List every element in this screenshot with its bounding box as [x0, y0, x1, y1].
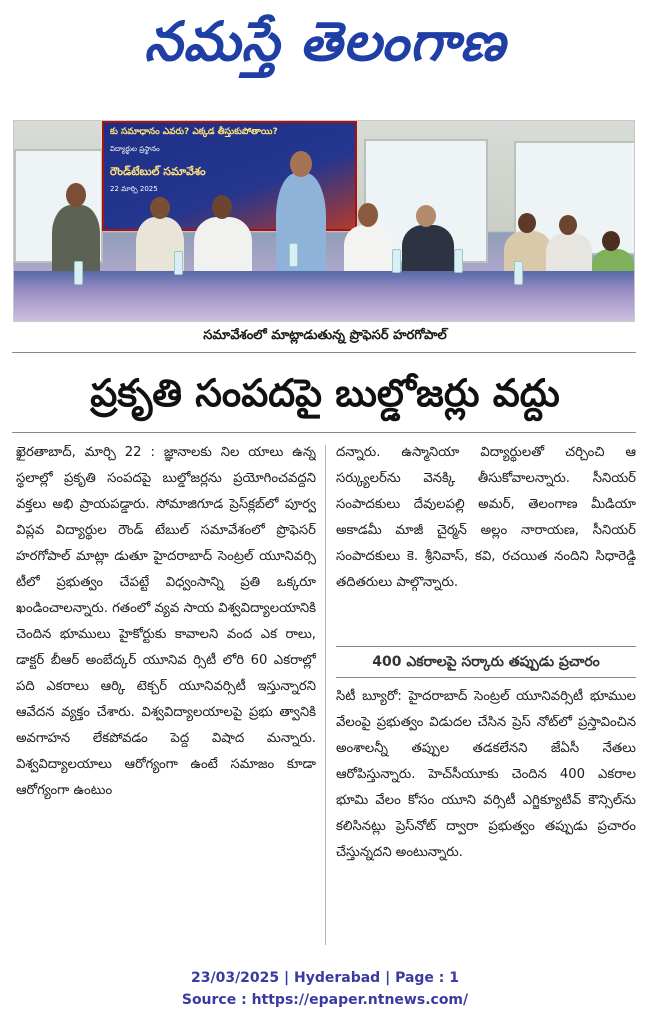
article-column-right — [336, 440, 636, 944]
article-body: సిటీ బ్యూరో: హైదరాబాద్ సెంట్రల్ యూనివర్సిటీ భూముల వేలంపై ప్రభుత్వం విడుదల చేసిన ప్రెస్ నోట్‌లో ప్రస్తావించిన అంశాలన్నీ తప్పుల తడకలేనని జేఏసీ నేతలు ఆరోపిస్తున్నారు. హెచ్‌సీయూకు చెందిన 400 ఎకరాల భూమి వేలం కోసం యూని వర్సిటీ ఎగ్జిక్యూటివ్ కౌన్సిల్‌ను కలిసినట్లు ప్రెస్‌నోట్ ద్వారా ప్రభుత్వం తప్పుడు ప్రచారం చేస్తున్నదని అంటున్నారు. — [336, 689, 636, 860]
banner-text: కు సమాధానం ఎవరు? ఎక్కడ తీస్తుకుపోతాయి? — [110, 127, 278, 137]
sub-headline: 400 ఎకరాలపై సర్కారు తప్పుడు ప్రచారం — [336, 646, 636, 678]
water-bottle — [289, 243, 298, 267]
standing-speaker — [276, 173, 326, 283]
news-photo — [13, 120, 635, 322]
speaker-head — [559, 215, 577, 235]
banner-text: 22 మార్చి 2025 — [110, 185, 158, 193]
article-body: ఖైరతాబాద్, మార్చి 22 : జ్ఞానాలకు నిల యాలు ఉన్న స్థలాల్లో ప్రకృతి సంపదపై బుల్డోజర్లను ప్రయోగించవద్దని వక్తలు అభి ప్రాయపడ్డారు. సోమాజిగూడ ప్రెస్‌క్లబ్‌లో పూర్వ విప్లవ విద్యార్థుల రౌండ్ టేబుల్ సమావేశంలో ప్రొఫెసర్ హరగోపాల్ మాట్లా డుతూ హైదరాబాద్ సెంట్రల్ యూనివర్సి టీలో ప్రభుత్వం చేపట్టే విధ్వంసాన్ని ప్రతి ఒక్కరూ ఖండించాలన్నారు. గతంలో వ్యవ సాయ విశ్వవిద్యాలయానికి చెందిన భూములు హైకోర్టుకు కావాలని వంద ఎక రాలు, డాక్టర్ బీఆర్ అంబేద్కర్ యూనివ ర్సిటీ లోరి 60 ఎకరాల్లో పది ఎకరాలు ఆర్కి టెక్చర్ యూనివర్సిటీ ఇస్తున్నారని ఆవేదన వ్యక్తం చేశారు. విశ్వవిద్యాలయాలపై ప్రభు త్వానికి అవగాహన లేకపోవడం పెద్ద విషాద మన్నారు. విశ్వవిద్యాలయాలు ఆరోగ్యంగా ఉంటే సమాజం కూడా ఆరోగ్యంగా ఉంటుం — [16, 445, 316, 798]
article-body: దన్నారు. ఉస్మానియా విద్యార్థులతో చర్చించి ఆ సర్క్యులర్‌ను వెనక్కి తీసుకోవాలన్నారు. సీనియర్ సంపాదకులు దేవులపల్లి అమర్, తెలంగాణ మీడియా అకాడమీ మాజీ చైర్మన్ అల్లం నారాయణ, సీనియర్ సంపాదకులు కె. శ్రీనివాస్, కవి, రచయిత నందిని సిధారెడ్డి తదితరులు పాల్గొన్నారు. — [336, 445, 636, 590]
photo-caption: సమావేశంలో మాట్లాడుతున్న ప్రొఫెసర్ హరగోపాల్ — [203, 328, 447, 343]
speaker-figure — [344, 225, 394, 275]
divider-line — [12, 352, 636, 353]
speaker-head — [518, 213, 536, 233]
speaker-head — [290, 151, 312, 177]
speaker-head — [602, 231, 620, 251]
water-bottle — [392, 249, 401, 273]
speaker-figure — [402, 225, 454, 277]
sub-article — [336, 684, 636, 944]
water-bottle — [454, 249, 463, 273]
article-headline: ప్రకృతి సంపదపై బుల్డోజర్లు వద్దు — [90, 371, 560, 415]
source-link[interactable]: Source : https://epaper.ntnews.com/ — [181, 992, 469, 1008]
speaker-head — [66, 183, 86, 207]
article-column-left — [16, 440, 316, 960]
speaker-head — [416, 205, 436, 227]
speaker-head — [358, 203, 378, 227]
banner-text: విద్యార్థుల ప్రస్థానం — [110, 145, 160, 153]
article-body-continued — [336, 440, 636, 640]
water-bottle — [514, 261, 523, 285]
water-bottle — [74, 261, 83, 285]
speaker-head — [150, 197, 170, 219]
edition-info: 23/03/2025 | Hyderabad | Page : 1 — [190, 970, 460, 986]
banner-text: రౌండ్‌టేబుల్ సమావేశం — [110, 165, 206, 178]
column-divider — [325, 445, 326, 945]
newspaper-masthead: నమస్తే తెలంగాణ — [144, 10, 506, 73]
speaker-head — [212, 195, 232, 219]
divider-line — [12, 432, 636, 433]
speaker-figure — [194, 217, 252, 277]
table-cloth — [14, 271, 634, 321]
water-bottle — [174, 251, 183, 275]
